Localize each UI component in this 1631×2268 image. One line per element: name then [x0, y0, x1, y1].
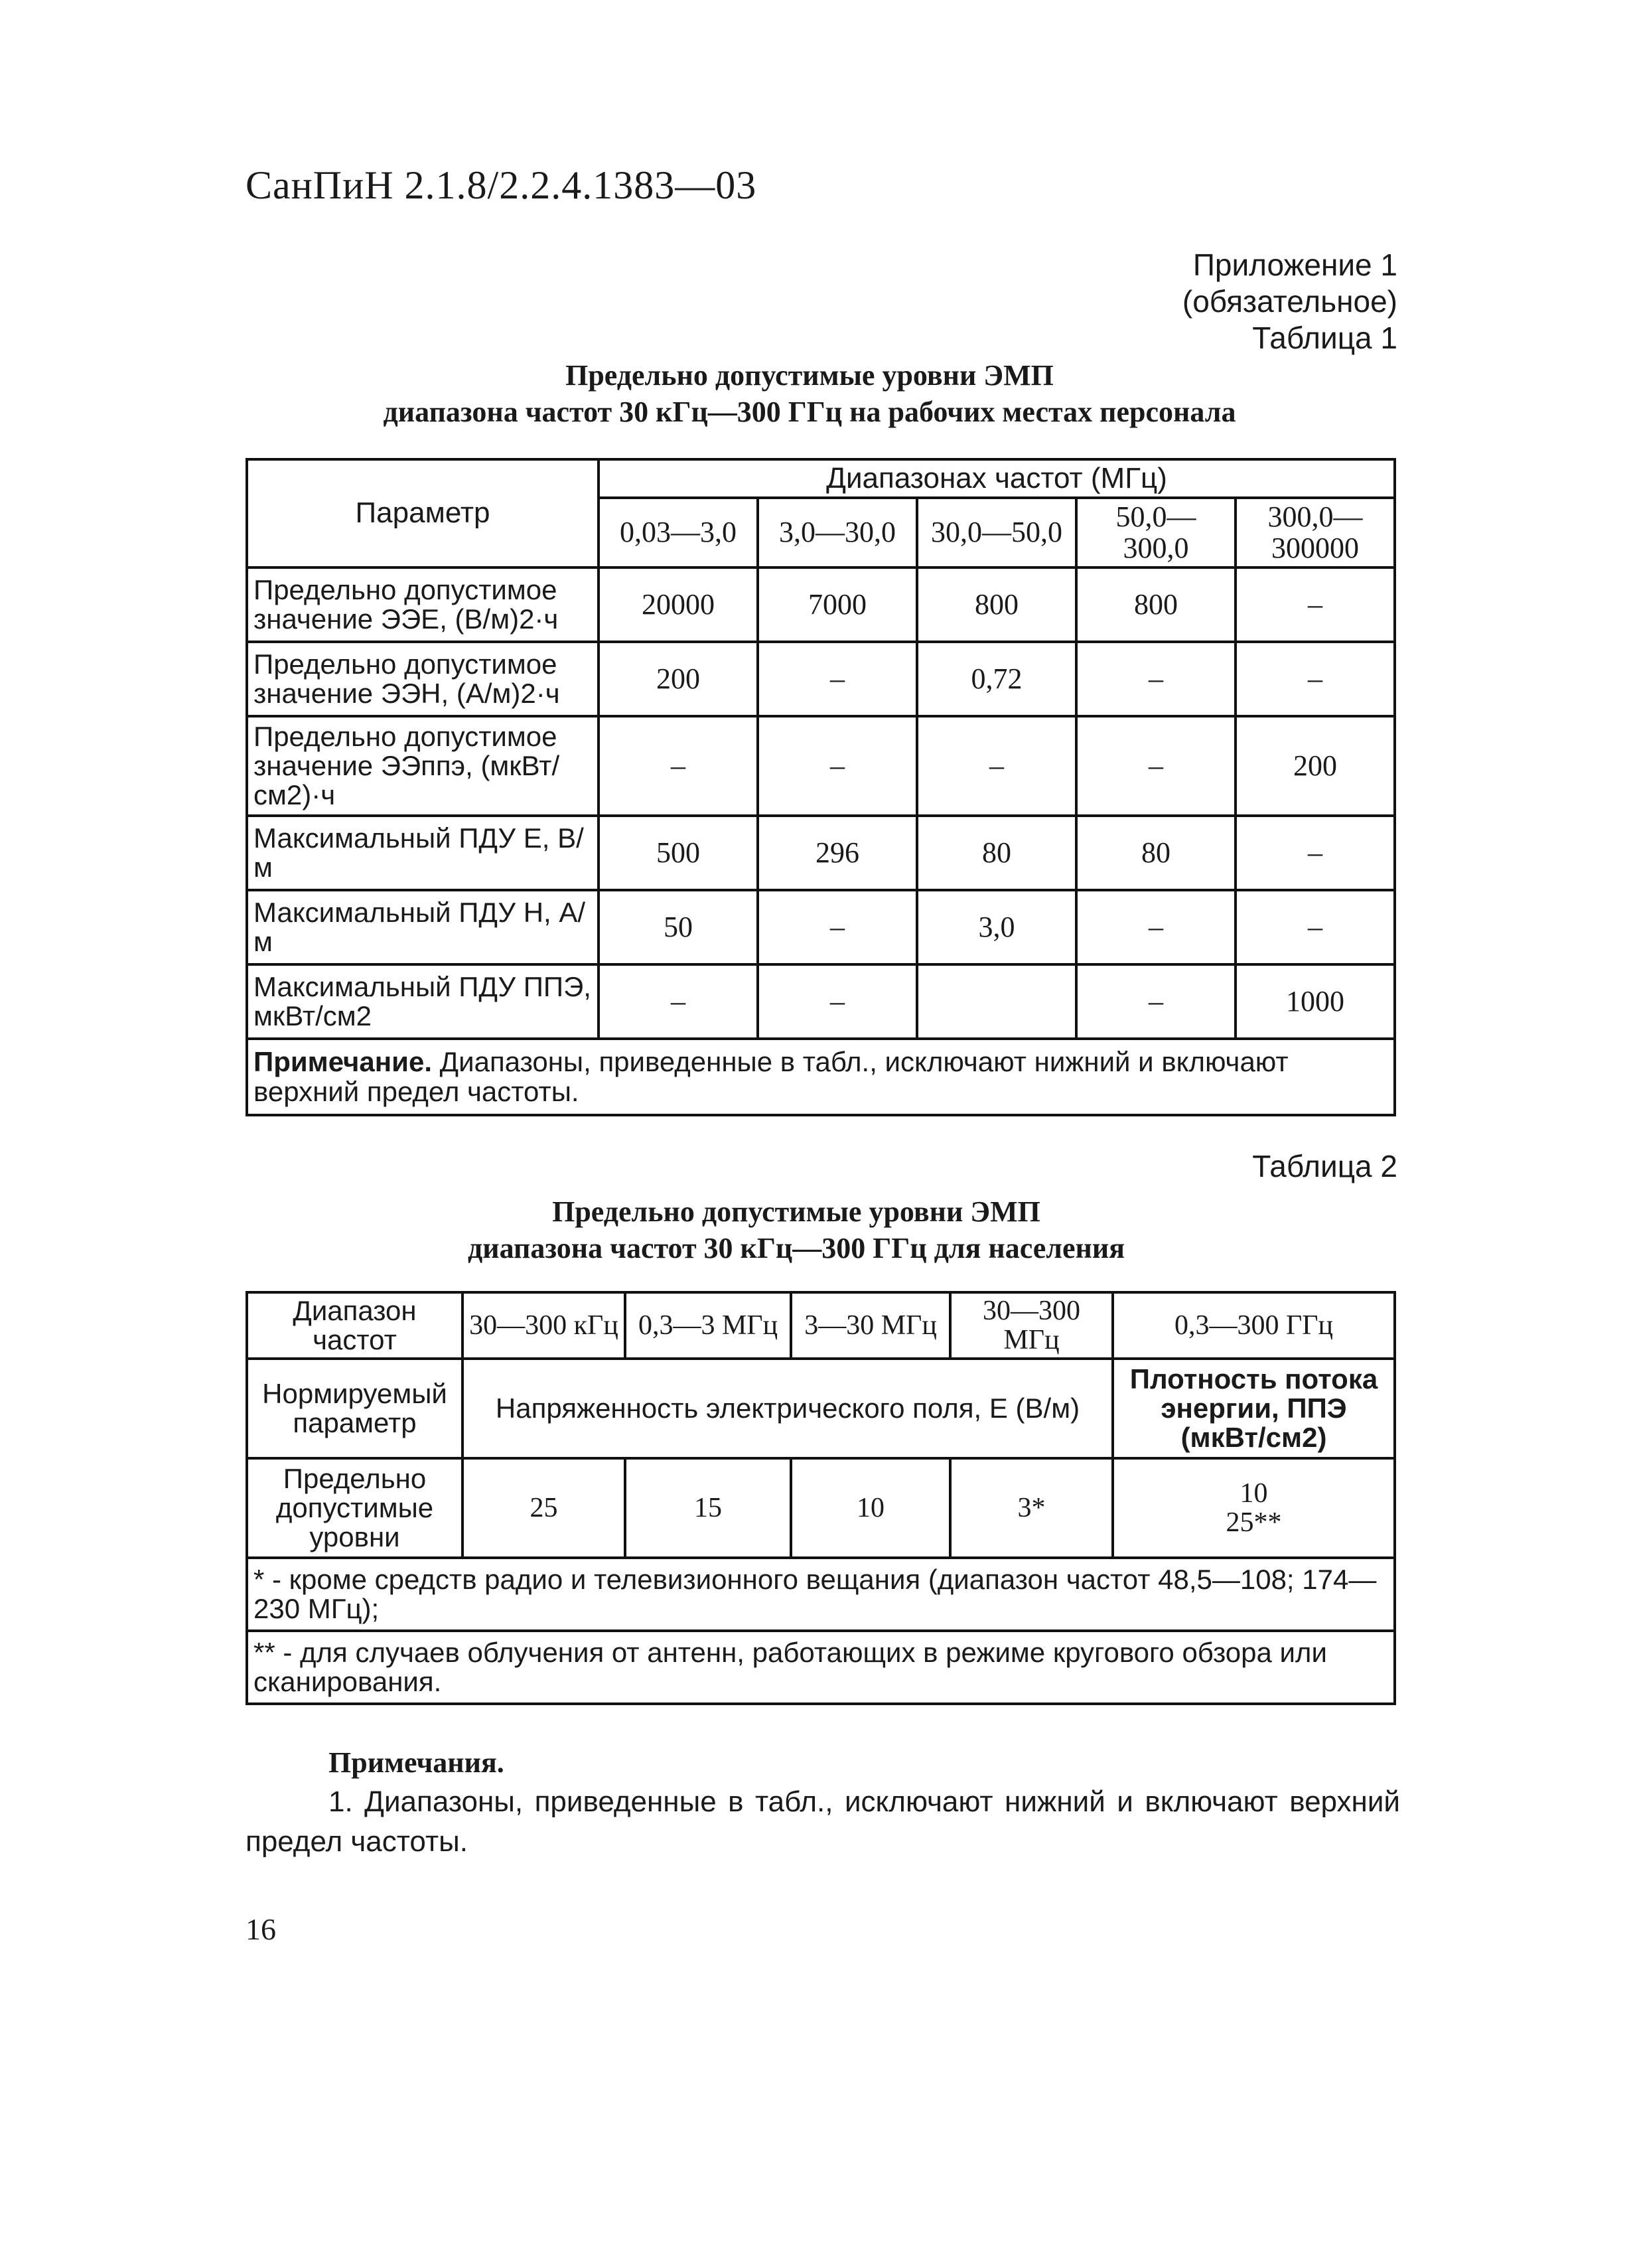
limit-cell: 15 [625, 1458, 791, 1558]
annex-number: Приложение 1 [1192, 248, 1397, 282]
cell: – [1076, 890, 1236, 964]
param-max-ppe: Максимальный ПДУ ППЭ, мкВт/см2 [247, 964, 599, 1039]
flux-param: Плотность потока энергии, ППЭ (мкВт/см2) [1113, 1359, 1395, 1458]
param-ee-e: Предельно допустимое значение ЭЭE, (В/м)2·ч [247, 567, 599, 642]
freq-col-3: 30,0—50,0 [917, 498, 1076, 567]
limit-cell: 25 [462, 1458, 625, 1558]
param-header: Параметр [247, 459, 599, 567]
cell: – [758, 716, 917, 816]
cell: 800 [1076, 567, 1236, 642]
cell: – [758, 964, 917, 1039]
cell: – [599, 964, 758, 1039]
range-col-1: 30—300 кГц [462, 1292, 625, 1359]
cell: 200 [1236, 716, 1395, 816]
range-col-5: 0,3—300 ГГц [1113, 1292, 1395, 1359]
table1-title-line1: Предельно допустимые уровни ЭМП [565, 359, 1054, 392]
table1 [246, 458, 1396, 1116]
cell [917, 964, 1076, 1039]
cell: 500 [599, 816, 758, 890]
param-ee-h: Предельно допустимое значение ЭЭH, (А/м)2·ч [247, 642, 599, 716]
cell: 0,72 [917, 642, 1076, 716]
cell: 50 [599, 890, 758, 964]
note-text: Диапазоны, приведенные в табл., исключают нижний и включают верхний предел частоты. [253, 1046, 1289, 1107]
limits-header: Предельно допустимые уровни [247, 1458, 462, 1558]
page-number: 16 [246, 1912, 276, 1946]
freq-col-5: 300,0— 300000 [1236, 498, 1395, 567]
note-label: Примечание. [253, 1046, 433, 1078]
table2-title [133, 1193, 1460, 1266]
table2-label: Таблица 2 [1252, 1149, 1397, 1183]
table1-label: Таблица 1 [1252, 321, 1397, 355]
cell: 80 [1076, 816, 1236, 890]
param-max-e: Максимальный ПДУ E, В/м [247, 816, 599, 890]
cell: – [1236, 642, 1395, 716]
cell: – [1076, 716, 1236, 816]
freq-range-header: Диапазонах частот (МГц) [599, 459, 1395, 498]
flux-limit-2: 25** [1226, 1507, 1282, 1538]
limit-cell: 3* [950, 1458, 1113, 1558]
cell: – [758, 642, 917, 716]
footnote-2: ** - для случаев облучения от антенн, работающих в режиме кругового обзора или сканирования. [247, 1631, 1395, 1704]
cell: 20000 [599, 567, 758, 642]
table2-title-line1: Предельно допустимые уровни ЭМП [552, 1195, 1040, 1228]
cell: – [917, 716, 1076, 816]
cell: 1000 [1236, 964, 1395, 1039]
cell: 200 [599, 642, 758, 716]
annex-label [1182, 247, 1397, 356]
notes-heading: Примечания. [328, 1746, 504, 1779]
param-ee-ppe: Предельно допустимое значение ЭЭппэ, (мкВт/см2)·ч [247, 716, 599, 816]
cell: 80 [917, 816, 1076, 890]
cell: 3,0 [917, 890, 1076, 964]
cell: – [1076, 642, 1236, 716]
table1-title-line2: диапазона частот 30 кГц—300 ГГц на рабочих местах персонала [383, 396, 1236, 428]
freq-col-4: 50,0— 300,0 [1076, 498, 1236, 567]
freq-col-2: 3,0—30,0 [758, 498, 917, 567]
e-field-param: Напряженность электрического поля, Е (В/м) [462, 1359, 1113, 1458]
cell: – [758, 890, 917, 964]
range-col-3: 3—30 МГц [791, 1292, 950, 1359]
cell: – [1236, 567, 1395, 642]
cell: 800 [917, 567, 1076, 642]
table1-title [80, 357, 1539, 430]
range-col-2: 0,3—3 МГц [625, 1292, 791, 1359]
range-col-4: 30—300 МГц [950, 1292, 1113, 1359]
cell: 296 [758, 816, 917, 890]
flux-limit-cell [1113, 1458, 1395, 1558]
cell: – [1236, 890, 1395, 964]
cell: – [1236, 816, 1395, 890]
cell: – [1076, 964, 1236, 1039]
freq-col-1: 0,03—3,0 [599, 498, 758, 567]
limit-cell: 10 [791, 1458, 950, 1558]
range-header: Диапазон частот [247, 1292, 462, 1359]
norm-param-header: Нормируемый параметр [247, 1359, 462, 1458]
table2 [246, 1291, 1396, 1705]
cell: 7000 [758, 567, 917, 642]
table1-note [247, 1039, 1395, 1115]
cell: – [599, 716, 758, 816]
param-max-h: Максимальный ПДУ H, А/м [247, 890, 599, 964]
footnote-1: * - кроме средств радио и телевизионного вещания (диапазон частот 48,5—108; 174—230 МГц); [247, 1558, 1395, 1631]
notes-item-1: 1. Диапазоны, приведенные в табл., исключают нижний и включают верхний предел частоты. [246, 1785, 1400, 1858]
annex-status: (обязательное) [1182, 284, 1397, 319]
flux-limit-1: 10 [1240, 1477, 1268, 1509]
document-code: СанПиН 2.1.8/2.2.4.1383—03 [246, 163, 757, 207]
table2-title-line2: диапазона частот 30 кГц—300 ГГц для населения [467, 1232, 1125, 1264]
